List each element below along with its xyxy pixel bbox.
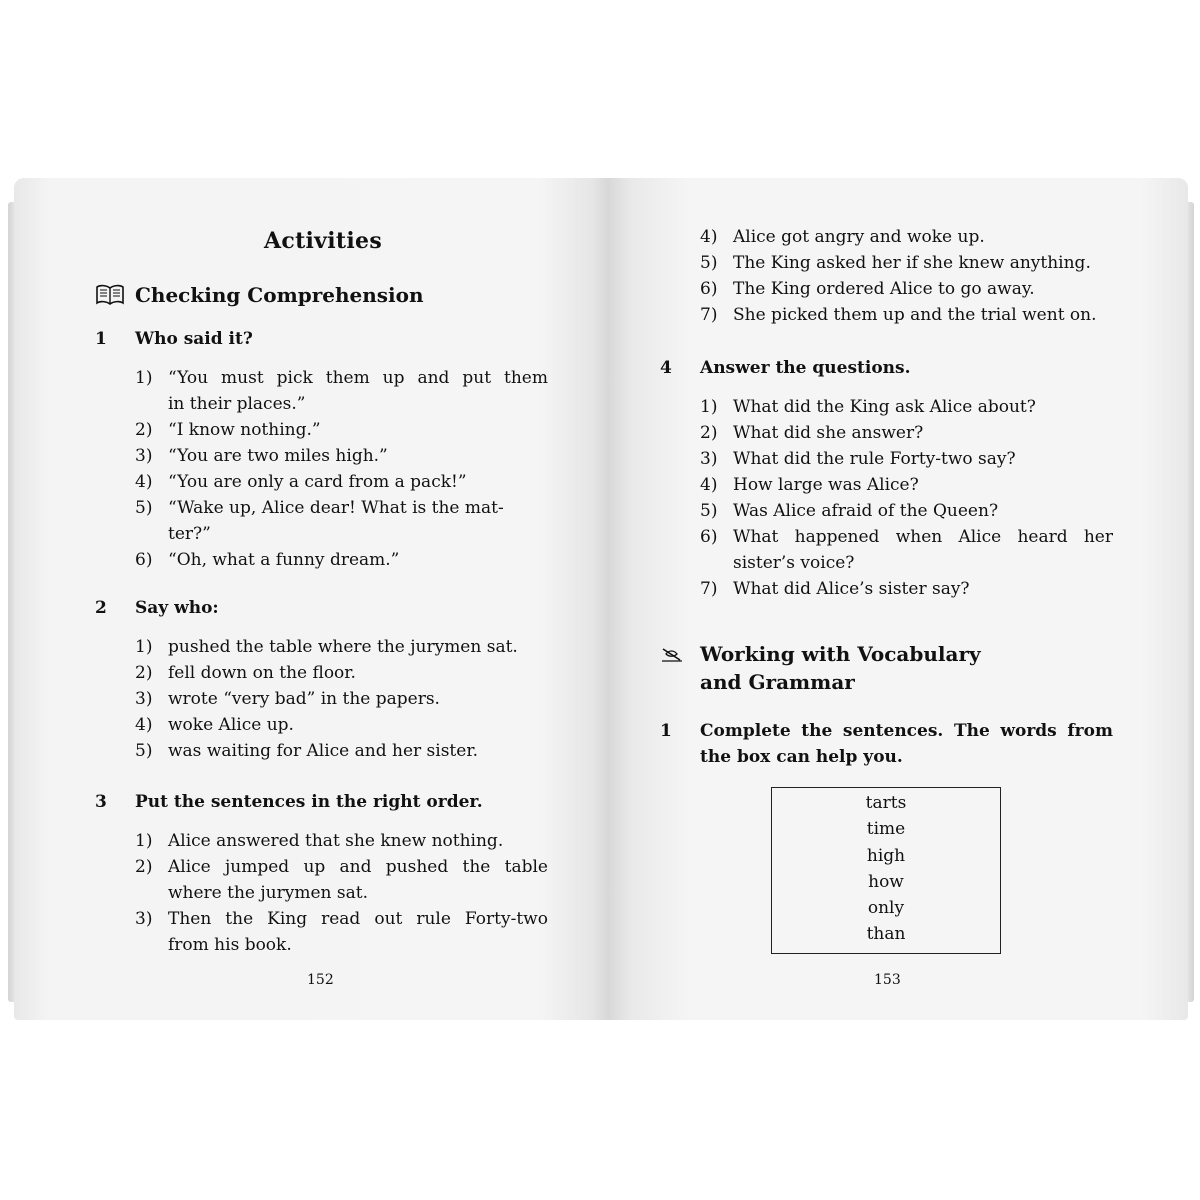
activities-heading: Activities (264, 228, 383, 254)
pen-icon (660, 646, 684, 664)
vocab-task-1-instruction-line2: the box can help you. (700, 747, 903, 767)
vocab-task-1-number: 1 (660, 721, 672, 741)
task-3-instruction: Put the sentences in the right order. (135, 792, 483, 812)
list-item: 6) “Oh, what a funny dream.” (135, 550, 400, 570)
list-item: 4) Alice got angry and woke up. (700, 227, 985, 247)
task-1-number: 1 (95, 329, 107, 349)
list-item: 2) “I know nothing.” (135, 420, 321, 440)
task-4-number: 4 (660, 358, 672, 378)
list-item: 3) “You are two miles high.” (135, 446, 388, 466)
list-item: 3) wrote “very bad” in the papers. (135, 689, 440, 709)
list-item: 4) woke Alice up. (135, 715, 294, 735)
task-3-list (135, 828, 548, 958)
task-4-list (700, 394, 1113, 602)
list-item: 2) Alice jumped up and pushed the table where the jurymen sat. (135, 857, 548, 903)
task-2-list (135, 634, 548, 764)
page-number-left: 152 (307, 972, 334, 988)
list-item: 5) was waiting for Alice and her sister. (135, 741, 478, 761)
section-title-vocabulary: Working with Vocabulary (700, 642, 981, 666)
book-icon (95, 284, 125, 306)
list-item: 5) “Wake up, Alice dear! What is the mat- ter?” (135, 498, 504, 544)
task-1-list (135, 365, 548, 573)
list-item: 5) The King asked her if she knew anything. (700, 253, 1091, 273)
word-box-item: high (866, 845, 906, 866)
list-item: 7) What did Alice’s sister say? (700, 579, 970, 599)
section-title-comprehension: Checking Comprehension (135, 283, 424, 307)
vocab-task-1-instruction-line1: Complete the sentences. The words from (700, 721, 1113, 741)
word-box-item: tarts (865, 793, 907, 813)
open-book (8, 178, 1194, 1024)
word-box-item: than (866, 924, 906, 945)
list-item: 3) What did the rule Forty-two say? (700, 449, 1016, 469)
list-item: 1) “You must pick them up and put them in their places.” (135, 368, 548, 414)
list-item: 6) What happened when Alice heard her sister’s voice? (700, 527, 1113, 573)
list-item: 4) “You are only a card from a pack!” (135, 472, 467, 492)
task-3-continued-list (700, 224, 1120, 328)
list-item: 1) pushed the table where the jurymen sat. (135, 637, 518, 657)
right-page (608, 178, 1188, 1020)
task-2-instruction: Say who: (135, 598, 219, 618)
list-item: 7) She picked them up and the trial went on. (700, 305, 1097, 325)
list-item: 3) Then the King read out rule Forty-two from his book. (135, 909, 548, 955)
list-item: 2) What did she answer? (700, 423, 924, 443)
left-page (14, 178, 610, 1020)
list-item: 1) What did the King ask Alice about? (700, 397, 1036, 417)
word-box (771, 787, 1001, 954)
list-item: 2) fell down on the floor. (135, 663, 356, 683)
section-title-grammar: and Grammar (700, 670, 855, 694)
list-item: 4) How large was Alice? (700, 475, 919, 495)
word-box-item: time (866, 819, 906, 840)
task-2-number: 2 (95, 598, 107, 618)
page-number-right: 153 (874, 972, 901, 988)
list-item: 5) Was Alice afraid of the Queen? (700, 501, 999, 521)
task-1-instruction: Who said it? (135, 329, 253, 349)
word-box-item: only (867, 898, 905, 919)
word-box-item: how (868, 871, 904, 892)
list-item: 6) The King ordered Alice to go away. (700, 279, 1035, 299)
task-4-instruction: Answer the questions. (700, 358, 911, 378)
list-item: 1) Alice answered that she knew nothing. (135, 831, 504, 851)
task-3-number: 3 (95, 792, 107, 812)
